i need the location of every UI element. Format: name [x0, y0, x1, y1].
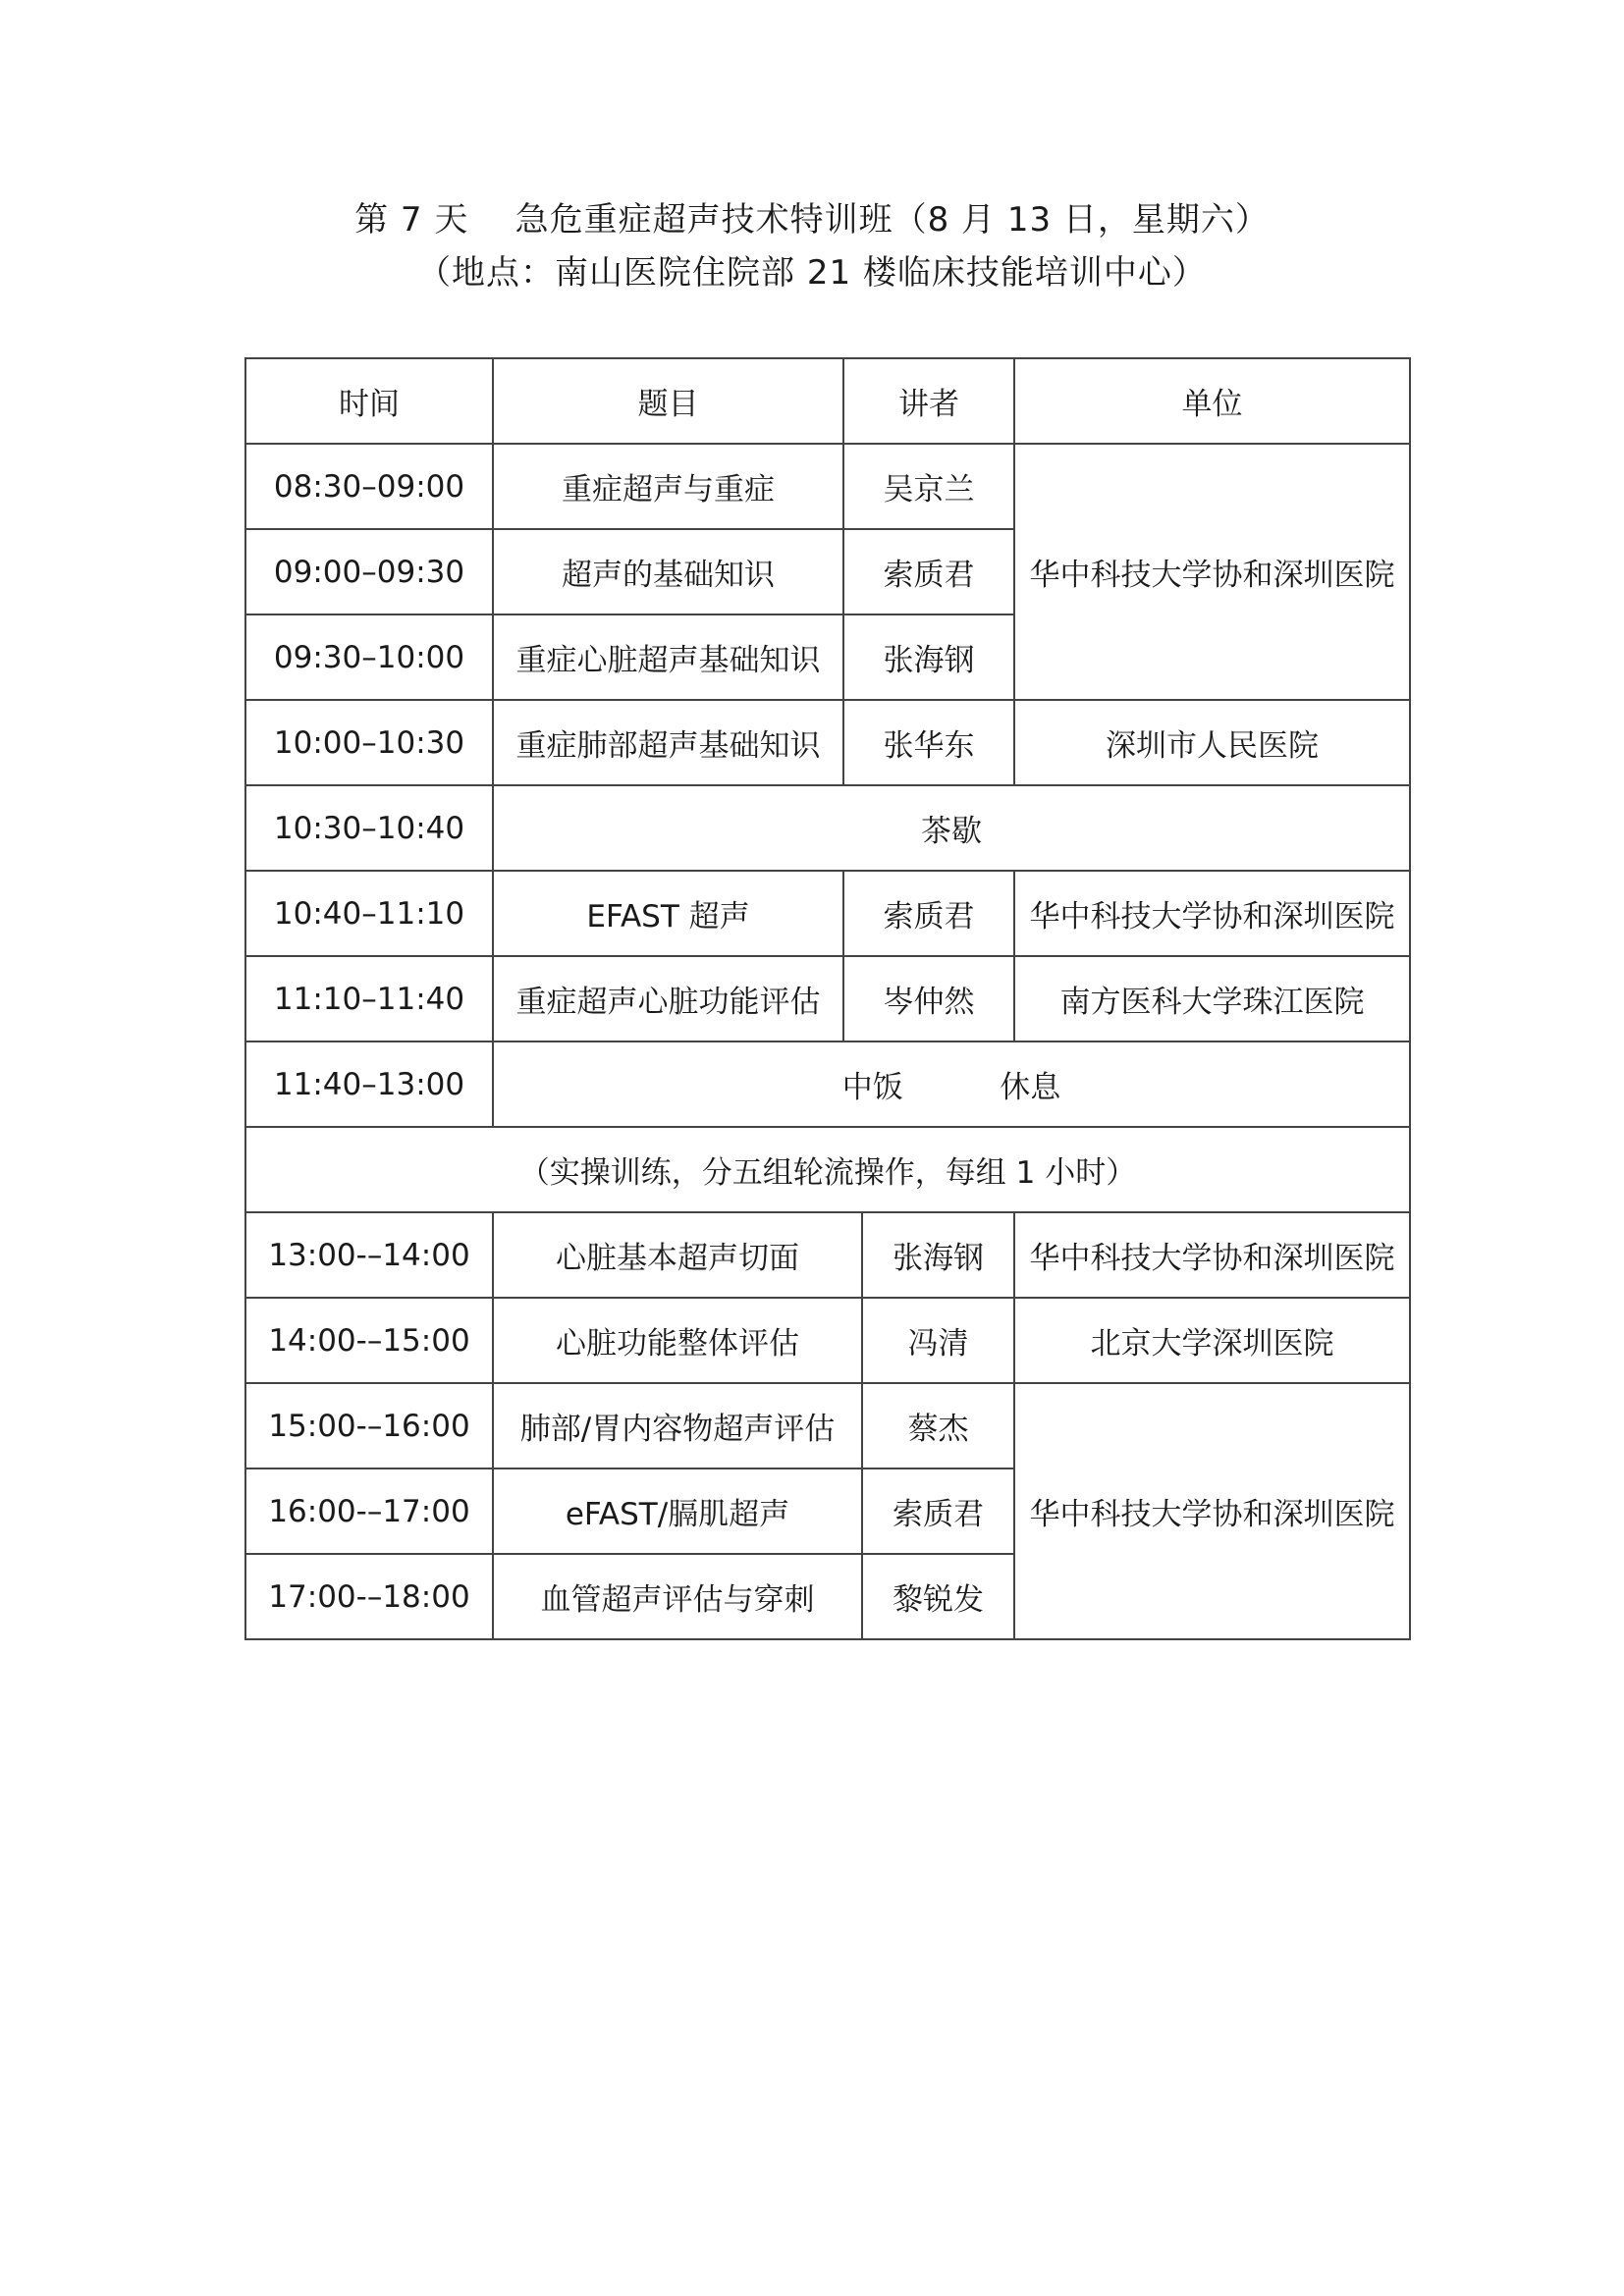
table-row [245, 444, 1410, 529]
practice-note: （实操训练，分五组轮流操作，每组 1 小时） [245, 1127, 1410, 1212]
topic-cell: 心脏基本超声切面 [493, 1212, 862, 1298]
unit-cell: 华中科技大学协和深圳医院 [1014, 871, 1410, 956]
lunch-break-cell: 中饭 休息 [493, 1041, 1410, 1127]
time-cell: 17:00-–18:00 [245, 1554, 493, 1639]
time-cell: 08:30–09:00 [245, 444, 493, 529]
time-cell: 10:30–10:40 [245, 785, 493, 871]
table-row [245, 956, 1410, 1041]
unit-cell: 深圳市人民医院 [1014, 700, 1410, 785]
topic-cell: 肺部/胃内容物超声评估 [493, 1383, 862, 1468]
time-cell: 13:00-–14:00 [245, 1212, 493, 1298]
topic-cell: EFAST 超声 [493, 871, 843, 956]
speaker-cell: 蔡杰 [862, 1383, 1014, 1468]
location-subtitle: （地点：南山医院住院部 21 楼临床技能培训中心） [417, 253, 1207, 293]
time-cell: 10:00–10:30 [245, 700, 493, 785]
table-row [245, 1041, 1410, 1127]
speaker-cell: 索质君 [862, 1468, 1014, 1554]
speaker-cell: 张华东 [843, 700, 1014, 785]
topic-cell: 超声的基础知识 [493, 529, 843, 614]
topic-cell: 重症超声与重症 [493, 444, 843, 529]
speaker-cell: 张海钢 [843, 614, 1014, 700]
unit-cell: 华中科技大学协和深圳医院 [1014, 1212, 1410, 1298]
page-title: 第 7 天 急危重症超声技术特训班（8 月 13 日，星期六） [354, 200, 1270, 240]
header-speaker: 讲者 [843, 358, 1014, 444]
table-row [245, 700, 1410, 785]
table-row [245, 1212, 1410, 1298]
unit-cell: 北京大学深圳医院 [1014, 1298, 1410, 1383]
time-cell: 10:40–11:10 [245, 871, 493, 956]
speaker-cell: 岑仲然 [843, 956, 1014, 1041]
time-cell: 11:40–13:00 [245, 1041, 493, 1127]
time-cell: 09:00–09:30 [245, 529, 493, 614]
unit-cell: 华中科技大学协和深圳医院 [1014, 444, 1410, 700]
practice-note-row [245, 1127, 1410, 1212]
speaker-cell: 索质君 [843, 871, 1014, 956]
speaker-cell: 张海钢 [862, 1212, 1014, 1298]
time-cell: 15:00-–16:00 [245, 1383, 493, 1468]
topic-cell: 重症超声心脏功能评估 [493, 956, 843, 1041]
unit-cell: 南方医科大学珠江医院 [1014, 956, 1410, 1041]
table-row [245, 871, 1410, 956]
topic-cell: 心脏功能整体评估 [493, 1298, 862, 1383]
speaker-cell: 黎锐发 [862, 1554, 1014, 1639]
unit-cell: 华中科技大学协和深圳医院 [1014, 1383, 1410, 1639]
table-row [245, 1383, 1410, 1468]
header-time: 时间 [245, 358, 493, 444]
speaker-cell: 冯清 [862, 1298, 1014, 1383]
table-row [245, 785, 1410, 871]
topic-cell: 重症心脏超声基础知识 [493, 614, 843, 700]
table-row [245, 1298, 1410, 1383]
time-cell: 11:10–11:40 [245, 956, 493, 1041]
topic-cell: 血管超声评估与穿刺 [493, 1554, 862, 1639]
time-cell: 16:00-–17:00 [245, 1468, 493, 1554]
header-topic: 题目 [493, 358, 843, 444]
header-unit: 单位 [1014, 358, 1410, 444]
schedule-table [244, 357, 1411, 1640]
time-cell: 14:00-–15:00 [245, 1298, 493, 1383]
speaker-cell: 吴京兰 [843, 444, 1014, 529]
time-cell: 09:30–10:00 [245, 614, 493, 700]
speaker-cell: 索质君 [843, 529, 1014, 614]
topic-cell: 重症肺部超声基础知识 [493, 700, 843, 785]
tea-break-cell: 茶歇 [493, 785, 1410, 871]
topic-cell: eFAST/膈肌超声 [493, 1468, 862, 1554]
table-header-row [245, 358, 1410, 444]
